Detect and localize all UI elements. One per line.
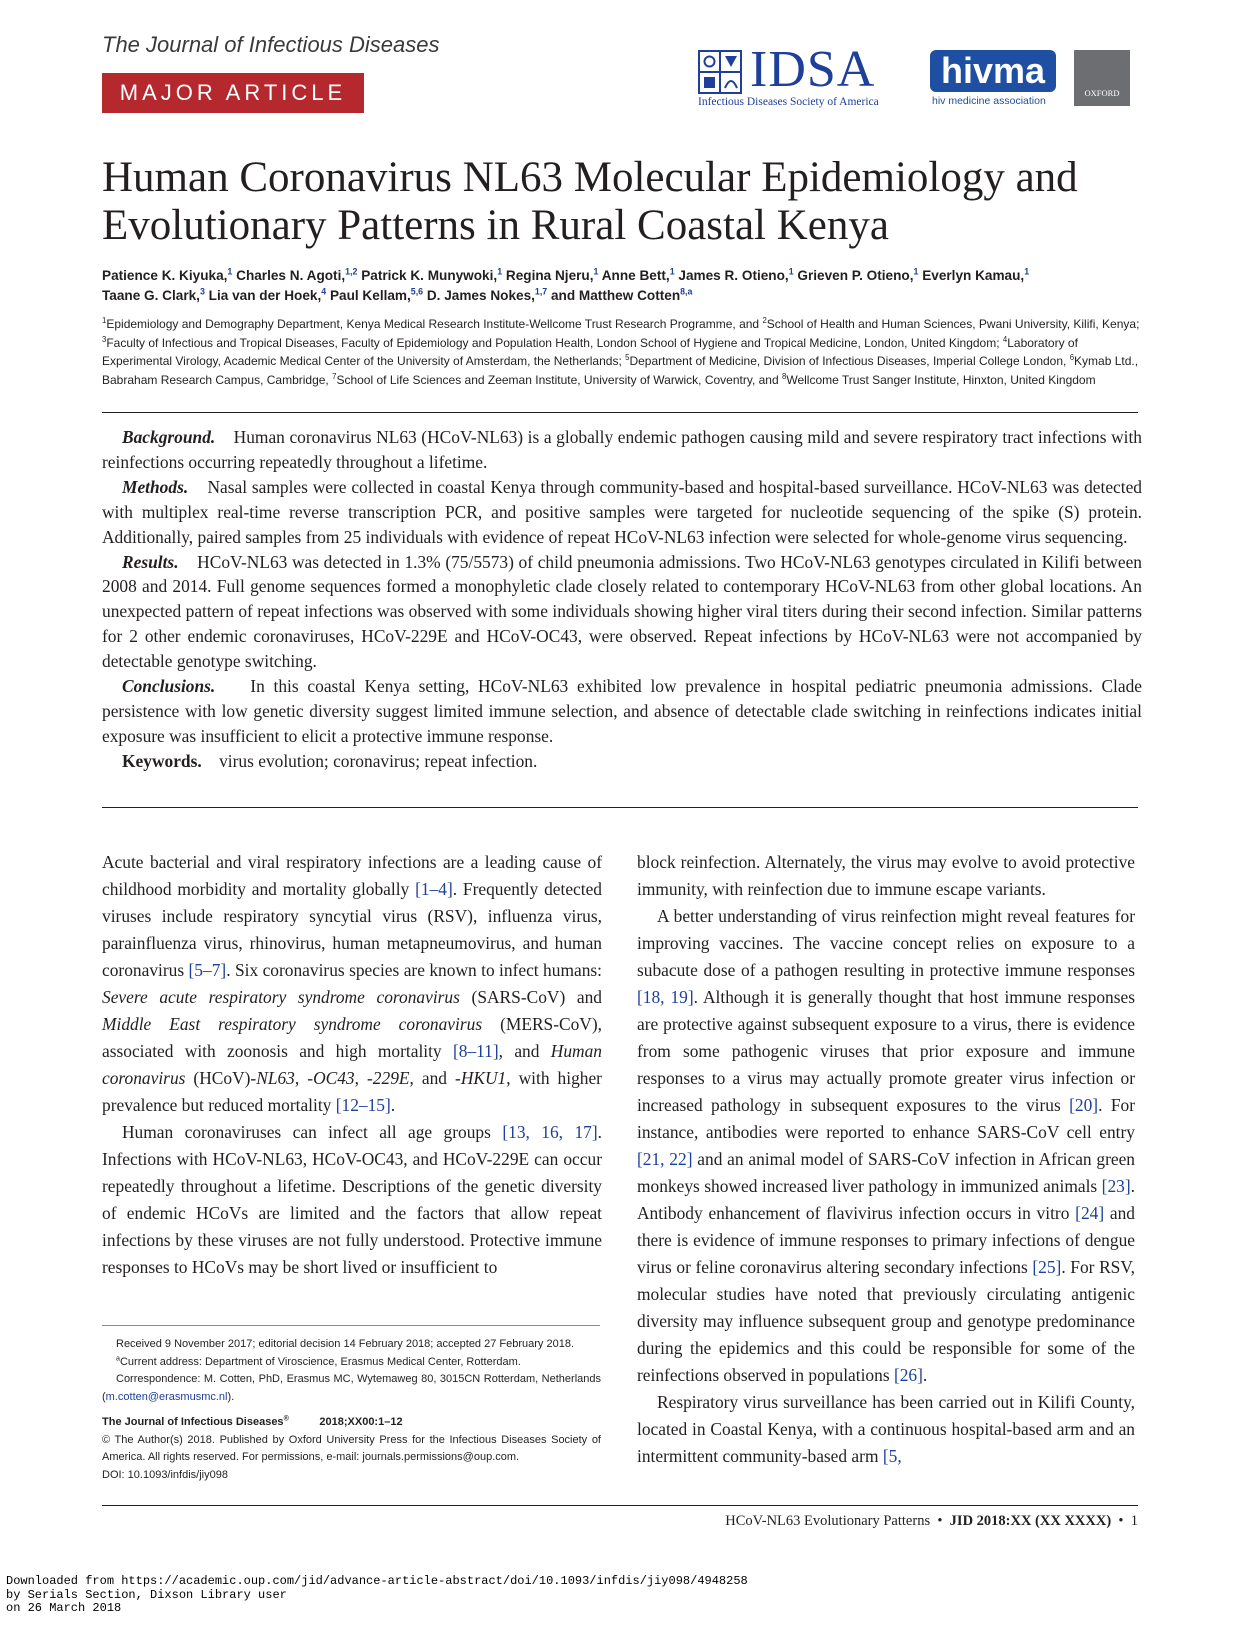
text-run: . — [390, 1095, 396, 1115]
italic-run: NL63 — [256, 1068, 295, 1088]
download-stamp — [6, 1575, 748, 1616]
text-run: block reinfection. Alternately, the virus may evolve to avoid protective immunity, with reinfection due to immune escape variants. — [637, 852, 1135, 899]
oxford-logo — [1074, 50, 1130, 106]
reference-link[interactable]: [12–15] — [335, 1095, 391, 1115]
text-run: , and - — [409, 1068, 461, 1088]
text-run: . — [922, 1365, 928, 1385]
body-left-column — [102, 849, 602, 1281]
doi: DOI: 10.1093/infdis/jiy098 — [102, 1468, 228, 1481]
text-run: , - — [354, 1068, 373, 1088]
reference-link[interactable]: [26] — [893, 1365, 923, 1385]
hivma-wordmark: hivma — [930, 50, 1056, 92]
text-run: , and — [498, 1041, 551, 1061]
footer-rule — [102, 1505, 1138, 1506]
author: Taane G. Clark,$^3$ — [102, 286, 205, 303]
text-run: and an animal model of SARS-CoV infection in African green monkeys showed increased liver pathology in immunized animals — [637, 1149, 1136, 1196]
author: Lia van der Hoek,$^4$ — [208, 286, 327, 303]
author-list — [102, 266, 1142, 306]
affiliations: $^1$Epidemiology and Demography Department, Kenya Medical Research Institute-Wellcome Trust Research Programme, and $^2$School of Health and Human Sciences, Pwani University, Kilifi, Kenya; $^3$Faculty of Infectious and Tropical Diseases, Faculty of Epidemiology and Population Health, London School of Hygiene and Tropical Medicine, London, United Kingdom; $^4$Laboratory of Experimental Virology, Academic Medical Center of the University of Amsterdam, the Netherlands; $^5$Department of Medicine, Division of Infectious Diseases, Imperial College London, $^6$Kymab Ltd., Babraham Research Campus, Cambridge, $^7$School of Life Sciences and Zeeman Institute, University of Warwick, Coventry, and $^8$Wellcome Trust Sanger Institute, Hinxton, United Kingdom — [102, 316, 1140, 387]
body-paragraph — [102, 1119, 602, 1281]
author: Everlyn Kamau,$^1$ — [922, 266, 1030, 283]
text-run: Acute bacterial and viral respiratory infections are a leading cause of childhood morbidity and mortality globally — [102, 852, 602, 899]
text-run: . Frequently detected viruses include respiratory syncytial virus (RSV), influenza virus, parainfluenza virus, rhinovirus, human metapneumovirus, and human coronavirus — [102, 879, 602, 980]
text-run: and there is evidence of immune responses to primary infections of dengue virus or feline coronavirus altering secondary infections — [637, 1203, 1136, 1277]
author: Patrick K. Munywoki,$^1$ — [361, 266, 503, 283]
author: and Matthew Cotten$^{8,a}$ — [550, 286, 693, 303]
hivma-logo — [930, 50, 1058, 112]
reference-link[interactable]: [20] — [1069, 1095, 1099, 1115]
body-paragraph — [637, 1389, 1135, 1470]
abstract-background: Background. Human coronavirus NL63 (HCoV-NL63) is a globally endemic pathogen causing mild and severe respiratory tract infections with reinfections occurring repeatedly throughout a lifetime. — [102, 427, 1143, 472]
text-run: . For RSV, molecular studies have noted that previously circulating antigenic diversity may influence subsequent group and genotype predominance during the epidemics and this could be responsible for some of the reinfections observed in populations — [637, 1257, 1136, 1385]
page-number: 1 — [1130, 1513, 1138, 1529]
idsa-logo — [698, 41, 920, 112]
author: D. James Nokes,$^{1,7}$ — [426, 286, 548, 303]
title-line: Human Coronavirus NL63 Molecular Epidemiology and — [102, 154, 1078, 201]
author: Grieven P. Otieno,$^1$ — [797, 266, 919, 283]
text-run: (HCoV)- — [185, 1068, 257, 1088]
hivma-tagline: hiv medicine association — [932, 95, 1046, 107]
download-line: on 26 March 2018 — [6, 1601, 122, 1615]
journal-citation: The Journal of Infectious Diseases® 2018;XX00:1–12 — [102, 1414, 403, 1428]
affiliation: Faculty of Infectious and Tropical Diseases, Faculty of Epidemiology and Population Health, London School of Hygiene and Tropical Medicine, London, United Kingdom; — [106, 335, 1003, 350]
body-paragraph — [102, 849, 602, 1119]
download-line: by Serials Section, Dixson Library user — [6, 1587, 287, 1602]
text-run: . Antibody enhancement of flavivirus infection occurs in vitro — [637, 1176, 1135, 1223]
page-footer — [102, 1513, 1138, 1530]
abstract-bottom-rule — [102, 807, 1138, 808]
received-dates: Received 9 November 2017; editorial decision 14 February 2018; accepted 27 February 2018. — [116, 1338, 574, 1350]
author: Regina Njeru,$^1$ — [505, 266, 599, 283]
text-run: Respiratory virus surveillance has been carried out in Kilifi County, located in Coastal Kenya, with a continuous hospital-based arm and an intermittent community-based arm — [637, 1392, 1135, 1466]
affiliation: Wellcome Trust Sanger Institute, Hinxton, United Kingdom — [786, 372, 1096, 387]
reference-link[interactable]: [21, 22] — [637, 1149, 693, 1169]
text-run: . Six coronavirus species are known to infect humans: — [226, 960, 602, 980]
abstract-conclusions: Conclusions. In this coastal Kenya setting, HCoV-NL63 exhibited low prevalence in hospital pediatric pneumonia admissions. Clade persistence with low genetic diversity suggest limited immune selection, and absence of detectable clade switching in reinfections indicates initial exposure was insufficient to elicit a protective immune response. — [102, 676, 1143, 746]
article-title — [102, 154, 1142, 250]
author: Patience K. Kiyuka,$^1$ — [102, 266, 233, 283]
affiliation: Epidemiology and Demography Department, Kenya Medical Research Institute-Wellcome Trust Research Programme, and — [106, 317, 763, 331]
text-run: (MERS-CoV), associated with zoonosis and high mortality — [102, 1014, 603, 1061]
title-line: Evolutionary Patterns in Rural Coastal Kenya — [102, 202, 889, 249]
text-run: A better understanding of virus reinfection might reveal features for improving vaccines. The vaccine concept relies on exposure to a subacute dose of a pathogen resulting in protective immune responses — [637, 906, 1135, 980]
author: Charles N. Agoti,$^{1,2}$ — [236, 266, 358, 283]
italic-run: Human coronavirus — [102, 1041, 602, 1088]
author: James R. Otieno,$^1$ — [678, 266, 794, 283]
idsa-tagline: Infectious Diseases Society of America — [698, 96, 879, 108]
italic-run: HKU1 — [460, 1068, 507, 1088]
italic-run: OC43 — [313, 1068, 355, 1088]
body-paragraph — [637, 903, 1135, 1389]
reference-link[interactable]: [24] — [1075, 1203, 1105, 1223]
reference-link[interactable]: [18, 19] — [637, 987, 694, 1007]
reference-link[interactable]: [25] — [1032, 1257, 1062, 1277]
affiliation: School of Life Sciences and Zeeman Institute, University of Warwick, Coventry, and — [336, 372, 782, 387]
abstract-keywords: Keywords. virus evolution; coronavirus; repeat infection. — [122, 750, 538, 771]
current-address: $^a$Current address: Department of Viroscience, Erasmus Medical Center, Rotterdam. — [116, 1353, 521, 1368]
oxford-wordmark: OXFORD — [1084, 88, 1120, 98]
italic-run: Middle East respiratory syndrome coronavirus — [102, 1014, 483, 1034]
reference-link[interactable]: [5, — [882, 1446, 902, 1466]
abstract-methods: Methods. Nasal samples were collected in coastal Kenya through community-based and hospital-based surveillance. HCoV-NL63 was detected with multiplex real-time reverse transcription PCR, and positive samples were targeted for nucleotide sequencing of the spike (S) protein. Additionally, paired samples from 25 individuals with evidence of repeat HCoV-NL63 infection were selected for whole-genome virus sequencing. — [102, 476, 1143, 547]
journal-issue: JID 2018:XX (XX XXXX) — [949, 1513, 1112, 1529]
italic-run: 229E — [372, 1068, 410, 1088]
affiliation: Kymab Ltd., Babraham Research Campus, Cambridge, — [102, 354, 1139, 387]
text-run: . Infections with HCoV-NL63, HCoV-OC43, and HCoV-229E can occur repeatedly throughout a lifetime. Descriptions of the genetic diversity of endemic HCoVs are limited and the factors that allow repeat infections by these viruses are not fully understood. Protective immune responses to HCoVs may be short lived or insufficient to — [102, 1122, 602, 1277]
body-paragraph — [637, 849, 1135, 903]
affiliation: Laboratory of Experimental Virology, Academic Medical Center of the University of Amsterdam, the Netherlands; — [102, 335, 1078, 369]
author: Paul Kellam,$^{5,6}$ — [329, 286, 424, 303]
body-right-column — [637, 849, 1135, 1470]
text-run: Human coronaviruses can infect all age groups — [122, 1122, 503, 1142]
journal-name: The Journal of Infectious Diseases — [102, 32, 440, 57]
abstract — [102, 425, 1142, 774]
text-run: . For instance, antibodies were reported to enhance SARS-CoV cell entry — [637, 1095, 1135, 1142]
copyright-notice: © The Author(s) 2018. Published by Oxford University Press for the Infectious Diseases Society of America. All rights reserved. For permissions, e-mail: journals.permissions@oup.com. — [102, 1433, 601, 1463]
abstract-results: Results. HCoV-NL63 was detected in 1.3% (75/5573) of child pneumonia admissions. Two HCoV-NL63 genotypes circulated in Kilifi between 2008 and 2014. Full genome sequences formed a monophyletic clade closely related to contemporary HCoV-NL63 from other global locations. An unexpected pattern of repeat infections was observed with some individuals showing higher viral titers during their second infection. Similar patterns for 2 other endemic coronaviruses, HCoV-229E and HCoV-OC43, were observed. Repeat infections by HCoV-NL63 were not accompanied by detectable genotype switching. — [102, 551, 1142, 672]
author: Anne Bett,$^1$ — [601, 266, 675, 283]
correspondence-email-link[interactable]: m.cotten@erasmusmc.nl — [105, 1390, 228, 1403]
footer-bullet: • — [937, 1513, 943, 1529]
abstract-top-rule — [102, 412, 1138, 413]
footnote-rule — [102, 1325, 600, 1326]
article-notes — [102, 1336, 601, 1484]
correspondence: Correspondence: M. Cotten, PhD, Erasmus MC, Wytemaweg 80, 3015CN Rotterdam, Netherlands (m.cotten@erasmusmc.nl). — [102, 1373, 601, 1403]
reference-link[interactable]: [5–7] — [188, 960, 227, 980]
text-run: , - — [294, 1068, 314, 1088]
reference-link[interactable]: [1–4] — [415, 879, 453, 899]
reference-link[interactable]: [23] — [1101, 1176, 1131, 1196]
affiliation: School of Health and Human Sciences, Pwani University, Kilifi, Kenya; — [766, 317, 1140, 331]
download-line: Downloaded from https://academic.oup.com/jid/advance-article-abstract/doi/10.1093/infdis/jiy098/4948258 — [6, 1574, 748, 1588]
footer-bullet: • — [1118, 1513, 1124, 1529]
italic-run: Severe acute respiratory syndrome coronavirus — [102, 987, 460, 1007]
text-run: (SARS-CoV) and — [459, 987, 602, 1007]
reference-link[interactable]: [8–11] — [452, 1041, 499, 1061]
idsa-emblem-icon — [698, 50, 742, 94]
affiliation: Department of Medicine, Division of Infectious Diseases, Imperial College London, — [629, 354, 1070, 369]
text-run: , with higher prevalence but reduced mortality — [102, 1068, 602, 1115]
text-run: . Although it is generally thought that host immune responses are protective against subsequent exposure to a virus, there is evidence from some pathogenic viruses that prior exposure and immune responses to a virus may actually promote greater virus infection or increased pathology in subsequent exposures to the virus — [637, 987, 1135, 1115]
running-title: HCoV-NL63 Evolutionary Patterns — [725, 1513, 931, 1529]
idsa-wordmark: IDSA — [750, 41, 876, 98]
reference-link[interactable]: [13, 16, 17] — [502, 1122, 598, 1142]
article-type-banner: MAJOR ARTICLE — [102, 73, 364, 113]
